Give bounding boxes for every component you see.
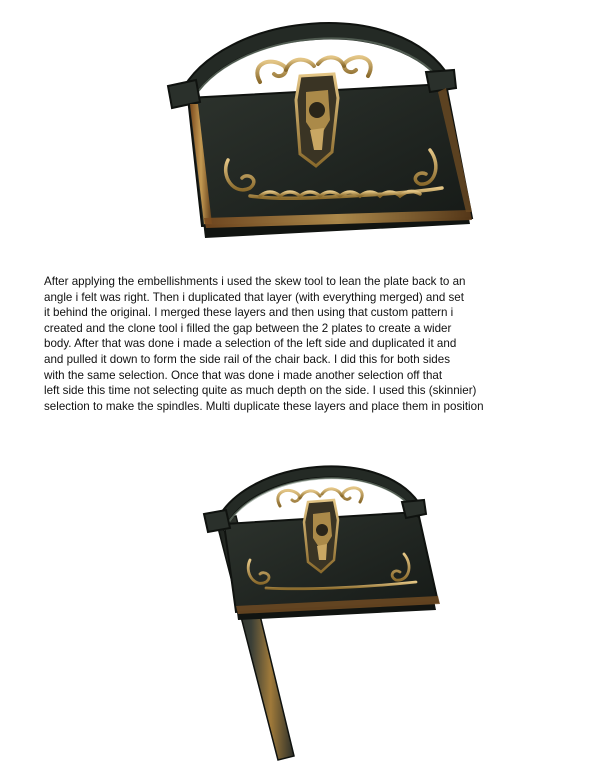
instructions-line-6: and pulled it down to form the side rail of the chair back. I did this for both sides	[44, 352, 451, 366]
instructions-paragraph	[44, 274, 594, 414]
crest-emblem	[304, 500, 338, 572]
instructions-line-9: selection to make the spindles. Multi duplicate these layers and place them in position	[44, 399, 484, 413]
instructions-line-2: angle i felt was right. Then i duplicated that layer (with everything merged) and set	[44, 290, 464, 304]
instructions-line-5: body. After that was done i made a selection of the left side and duplicated it and	[44, 337, 457, 351]
crest-emblem	[296, 74, 338, 166]
instructions-line-8: left side this time not selecting quite as much depth on the side. I used this (skinnier)	[44, 384, 477, 398]
skewed-plate-image	[150, 0, 480, 240]
plate-with-side-rail-image	[190, 450, 450, 766]
instructions-line-1: After applying the embellishments i used the skew tool to lean the plate back to an	[44, 275, 466, 288]
instructions-line-3: it behind the original. I merged these layers and then using that custom pattern i	[44, 306, 454, 320]
instructions-line-4: created and the clone tool i filled the gap between the 2 plates to create a wider	[44, 321, 452, 335]
instructions-line-7: with the same selection. Once that was done i made another selection off that	[44, 368, 443, 382]
